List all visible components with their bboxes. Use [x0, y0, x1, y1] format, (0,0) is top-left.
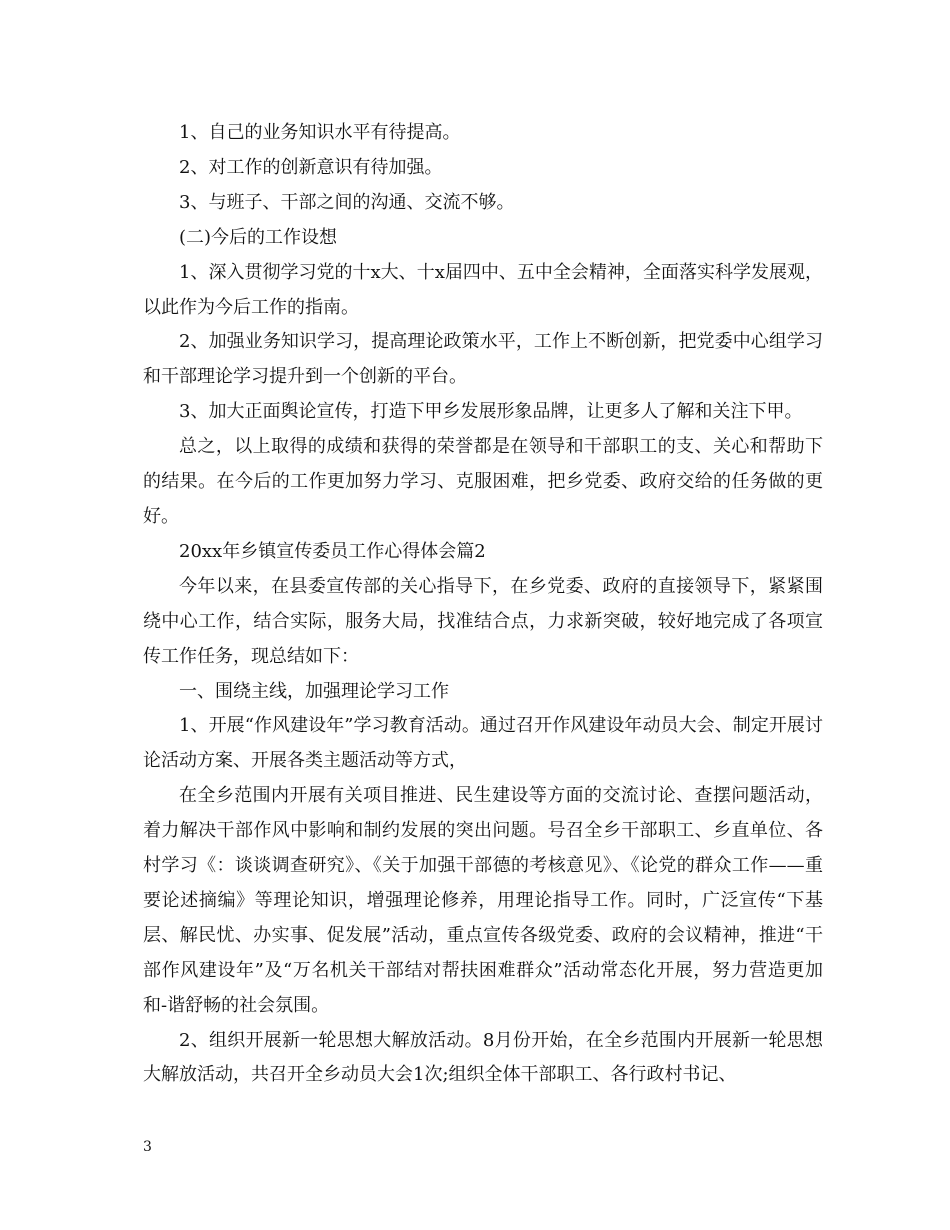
- document-body: [143, 116, 823, 1093]
- paragraph: 2、组织开展新一轮思想大解放活动。8月份开始，在全乡范围内开展新一轮思想大解放活动，共召开全乡动员大会1次;组织全体干部职工、各行政村书记、: [143, 1029, 823, 1086]
- paragraph: 今年以来，在县委宣传部的关心指导下，在乡党委、政府的直接领导下，紧紧围绕中心工作，结合实际，服务大局，找准结合点，力求新突破，较好地完成了各项宣传工作任务，现总结如下：: [143, 575, 823, 667]
- paragraph: 3、加大正面舆论宣传，打造下甲乡发展形象品牌，让更多人了解和关注下甲。: [179, 401, 803, 423]
- paragraph: 总之，以上取得的成绩和获得的荣誉都是在领导和干部职工的支、关心和帮助下的结果。在今后的工作更加努力学习、克服困难，把乡党委、政府交给的任务做的更好。: [143, 436, 823, 527]
- paragraph: 2、对工作的创新意识有待加强。: [179, 156, 443, 178]
- article-title: 20xx年乡镇宣传委员工作心得体会篇2: [179, 540, 486, 562]
- paragraph: 1、开展“作风建设年”学习教育活动。通过召开作风建设年动员大会、制定开展讨论活动方案、开展各类主题活动等方式，: [143, 715, 823, 772]
- paragraph: 1、自己的业务知识水平有待提高。: [179, 122, 461, 143]
- paragraph: 在全乡范围内开展有关项目推进、民生建设等方面的交流讨论、查摆问题活动，着力解决干部作风中影响和制约发展的突出问题。号召全乡干部职工、乡直单位、各村学习《：谈谈调查研究》、《关于加强干部德的考核意见》、《论党的群众工作——重要论述摘编》等理论知识，增强理论修养，用理论指导工作。同时，广泛宣传“下基层、解民忧、办实事、促发展”活动，重点宣传各级党委、政府的会议精神，推进“干部作风建设年”及“万名机关干部结对帮扶困难群众”活动常态化开展，努力营造更加和-谐舒畅的社会氛围。: [143, 785, 823, 1016]
- section-heading: 一、围绕主线，加强理论学习工作: [179, 680, 449, 702]
- paragraph: 1、深入贯彻学习党的十x大、十x届四中、五中全会精神，全面落实科学发展观，以此作为今后工作的指南。: [143, 261, 823, 318]
- paragraph: 3、与班子、干部之间的沟通、交流不够。: [179, 191, 515, 213]
- section-heading: (二)今后的工作设想: [179, 226, 338, 248]
- paragraph: 2、加强业务知识学习，提高理论政策水平，工作上不断创新，把党委中心组学习和干部理论学习提升到一个创新的平台。: [143, 331, 823, 388]
- page-number: 3: [143, 1139, 152, 1155]
